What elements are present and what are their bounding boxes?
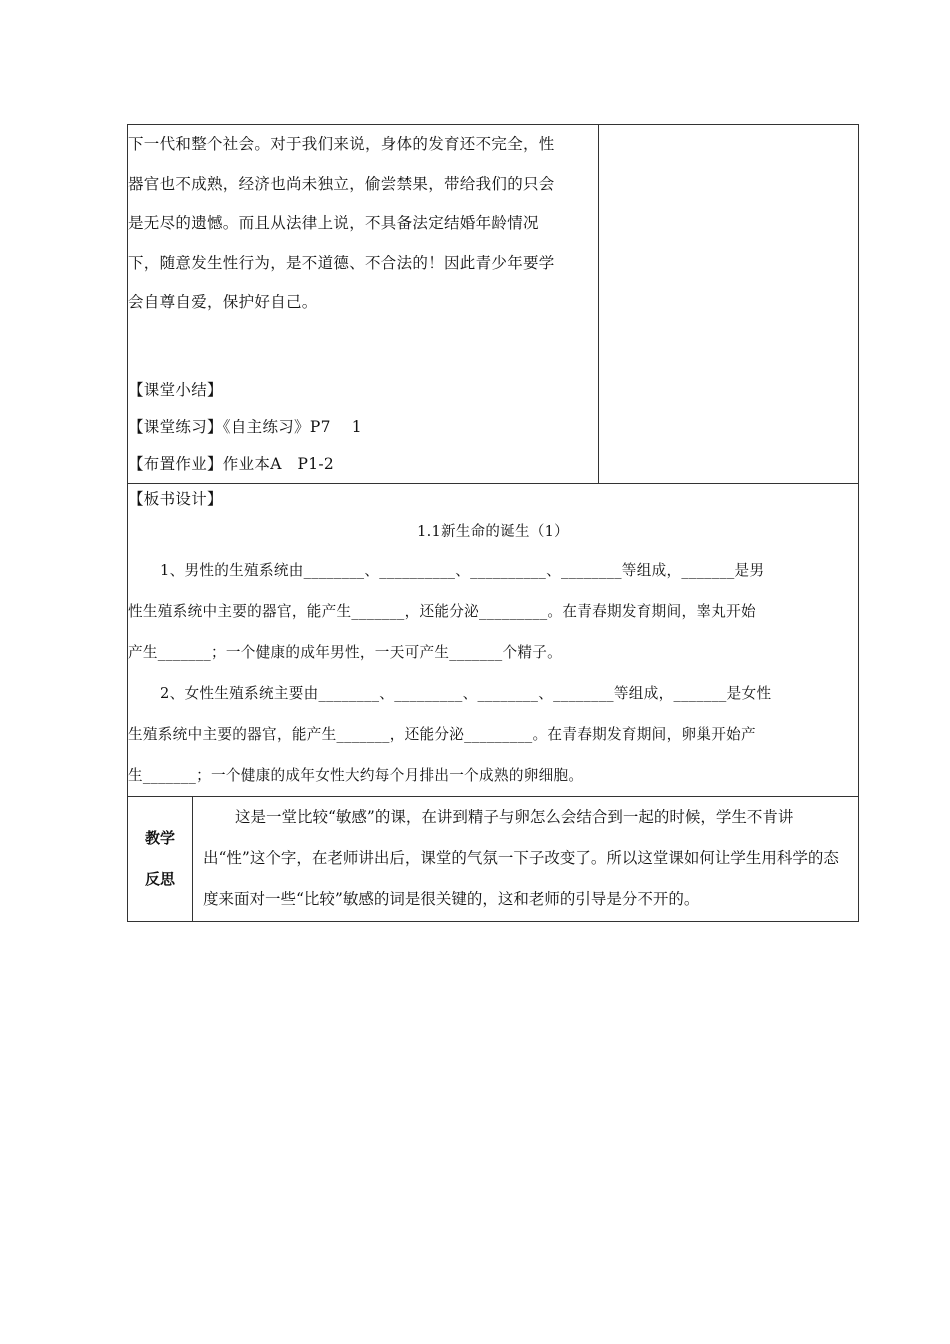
reflection-label-line1: 教学	[144, 828, 175, 847]
board-design-row	[128, 483, 859, 796]
board-line: 1、男性的生殖系统由________、__________、__________、________等组成，_______是男	[160, 561, 765, 579]
notes-cell	[599, 125, 859, 484]
lesson-line: 器官也不成熟，经济也尚未独立，偷尝禁果，带给我们的只会	[128, 174, 555, 193]
board-design-cell	[128, 483, 859, 796]
board-line: 生殖系统中主要的器官，能产生_______，还能分泌_________。在青春期发育期间，卵巢开始产	[128, 725, 756, 743]
reflection-label-line2: 反思	[144, 869, 175, 888]
board-title: 1.1新生命的诞生（1）	[417, 523, 569, 540]
board-line: 生_______；一个健康的成年女性大约每个月排出一个成熟的卵细胞。	[128, 766, 584, 784]
lesson-line: 是无尽的遗憾。而且从法律上说，不具备法定结婚年龄情况	[128, 214, 539, 232]
board-design-heading: 【板书设计】	[128, 489, 223, 508]
lesson-line: 下一代和整个社会。对于我们来说，身体的发育还不完全，性	[128, 135, 555, 153]
homework-line: 【布置作业】作业本A P1-2	[128, 454, 335, 473]
lesson-content-cell	[128, 125, 599, 484]
reflection-label-cell	[128, 796, 193, 921]
practice-line: 【课堂练习】《自主练习》P7 1	[128, 417, 362, 436]
board-line: 产生_______；一个健康的成年男性，一天可产生_______个精子。	[128, 643, 563, 661]
lesson-line: 会自尊自爱，保护好自己。	[128, 293, 318, 311]
reflection-content-cell	[193, 796, 859, 921]
lesson-paragraph	[128, 125, 598, 323]
board-line: 性生殖系统中主要的器官，能产生_______，还能分泌_________。在青春期发育期间，睾丸开始	[128, 602, 756, 620]
board-item-1	[128, 550, 858, 673]
reflection-row	[128, 796, 859, 921]
board-item-2	[128, 673, 858, 796]
board-line: 2、女性生殖系统主要由________、_________、________、________等组成，_______是女性	[160, 684, 772, 702]
summary-heading: 【课堂小结】	[128, 380, 223, 399]
lesson-plan-table	[127, 124, 859, 922]
blank-line	[128, 323, 598, 362]
lesson-row	[128, 125, 859, 484]
reflection-text: 这是一堂比较“敏感”的课，在讲到精子与卵怎么会结合到一起的时候，学生不肯讲出“性”这个字，在老师讲出后，课堂的气氛一下子改变了。所以这堂课如何让学生用科学的态度来面对一些“比较”敏感的词是很关键的，这和老师的引导是分不开的。	[203, 807, 839, 908]
lesson-line: 下，随意发生性行为，是不道德、不合法的！因此青少年要学	[128, 253, 555, 272]
